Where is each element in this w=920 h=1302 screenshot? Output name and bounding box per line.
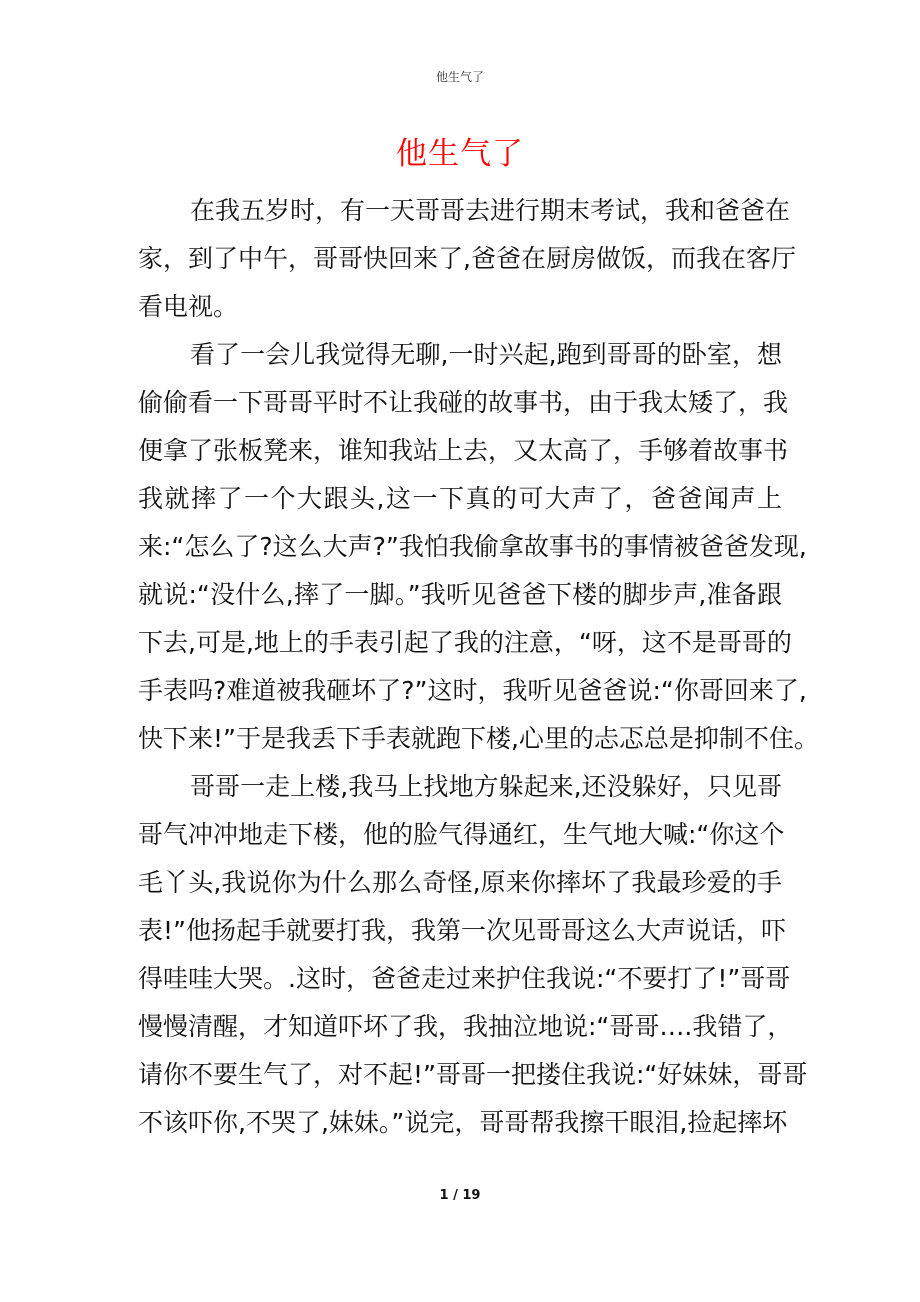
text-line: 就说:“没什么,摔了一脚。”我听见爸爸下楼的脚步声,准备跟 — [138, 580, 782, 609]
text-line: 慢慢清醒，才知道吓坏了我，我抽泣地说:“哥哥….我错了， — [138, 1012, 793, 1041]
text-line: 来:“怎么了?这么大声?”我怕我偷拿故事书的事情被爸爸发现, — [138, 532, 807, 561]
document-title: 他生气了 — [396, 136, 524, 172]
text-line: 手表吗?难道被我砸坏了?”这时，我听见爸爸说:“你哥回来了, — [138, 676, 807, 705]
text-line: 表!”他扬起手就要打我，我第一次见哥哥这么大声说话，吓 — [138, 916, 786, 945]
text-line: 请你不要生气了，对不起!”哥哥一把搂住我说:“好妹妹，哥哥 — [138, 1060, 808, 1089]
text-line: 便拿了张板凳来，谁知我站上去，又太高了，手够着故事书 — [138, 436, 789, 465]
text-line: 得哇哇大哭。.这时，爸爸走过来护住我说:“不要打了!”哥哥 — [138, 964, 791, 993]
document-body — [138, 187, 819, 1147]
text-line: 下去,可是,地上的手表引起了我的注意，“呀，这不是哥哥的 — [138, 628, 792, 657]
text-line: 哥哥一走上楼,我马上找地方躲起来,还没躲好，只见哥 — [190, 772, 782, 801]
text-line: 在我五岁时，有一天哥哥去进行期末考试，我和爸爸在 — [190, 196, 791, 225]
text-line: 看电视。 — [138, 292, 239, 321]
text-line: 家，到了中午，哥哥快回来了,爸爸在厨房做饭，而我在客厅 — [138, 244, 796, 273]
text-line: 快下来!”于是我丢下手表就跑下楼,心里的忐忑总是抑制不住。 — [138, 724, 819, 753]
page-number: 1 / 19 — [439, 1188, 481, 1203]
text-line: 看了一会儿我觉得无聊,一时兴起,跑到哥哥的卧室，想 — [190, 340, 782, 369]
text-line: 毛丫头,我说你为什么那么奇怪,原来你摔坏了我最珍爱的手 — [138, 868, 782, 897]
text-line: 偷偷看一下哥哥平时不让我碰的故事书，由于我太矮了，我 — [138, 388, 789, 417]
running-header: 他生气了 — [435, 70, 484, 84]
text-line: 我就摔了一个大跟头,这一下真的可大声了，爸爸闻声上 — [138, 484, 782, 513]
text-line: 哥气冲冲地走下楼，他的脸气得通红，生气地大喊:“你这个 — [138, 820, 785, 849]
text-line: 不该吓你,不哭了,妹妹。”说完，哥哥帮我擦干眼泪,捡起摔坏 — [138, 1108, 788, 1137]
